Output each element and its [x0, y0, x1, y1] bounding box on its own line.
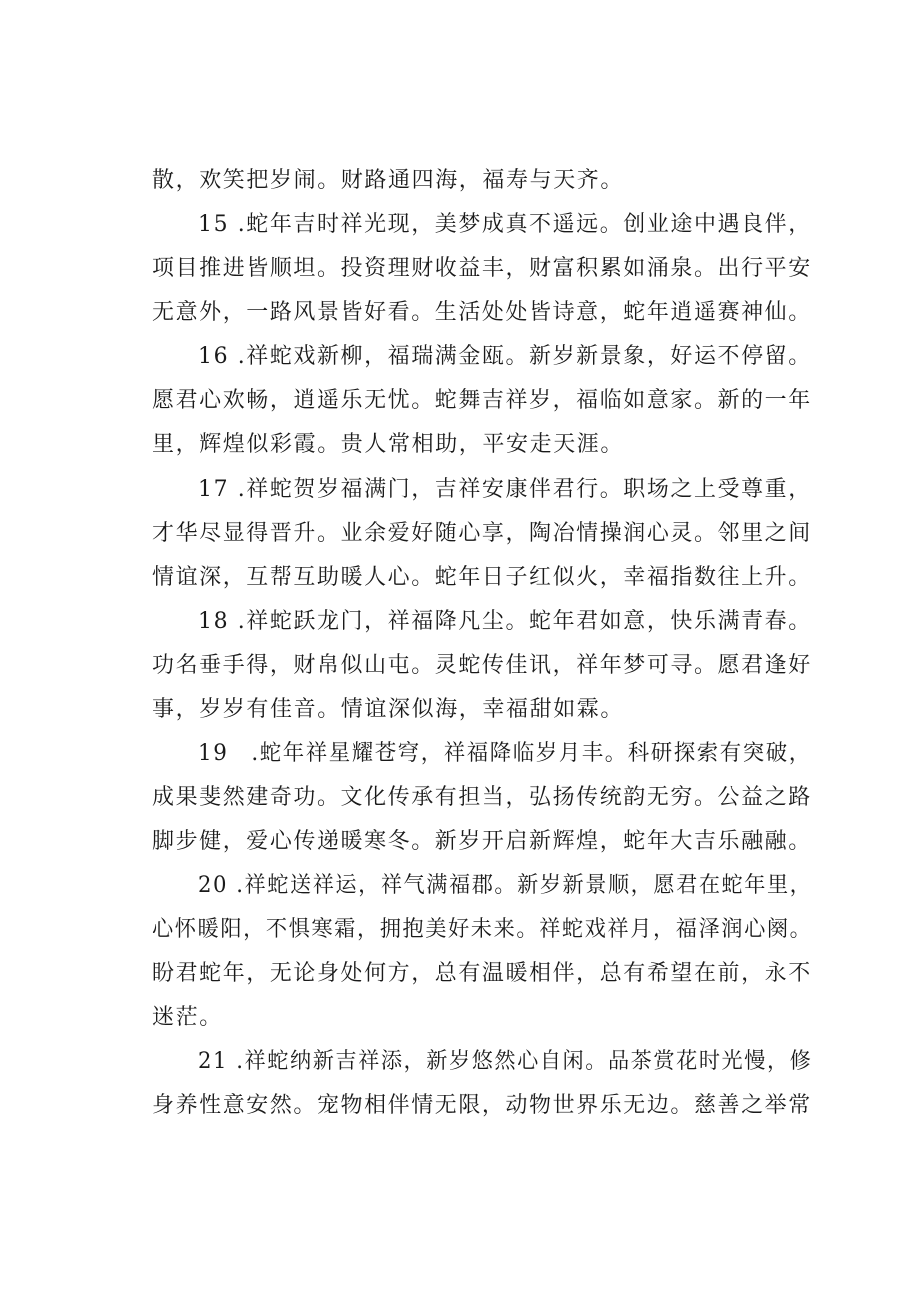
paragraph-line-item-15: 15 .蛇年吉时祥光现，美梦成真不遥远。创业途中遇良伴，: [198, 212, 812, 237]
paragraph-line-item-17: 17 .祥蛇贺岁福满门，吉祥安康伴君行。职场之上受尊重，: [198, 477, 812, 502]
paragraph-line: 心怀暖阳，不惧寒霜，拥抱美好未来。祥蛇戏祥月，福泽润心阕。: [152, 917, 813, 942]
paragraph-line: 盼君蛇年，无论身处何方，总有温暖相伴，总有希望在前，永不: [152, 961, 812, 986]
paragraph-line: 无意外，一路风景皆好看。生活处处皆诗意，蛇年逍遥赛神仙。: [152, 300, 812, 325]
paragraph-line: 迷茫。: [152, 1005, 223, 1030]
paragraph-line: 散，欢笑把岁闹。财路通四海，福寿与天齐。: [152, 168, 625, 193]
paragraph-line-item-16: 16 .祥蛇戏新柳，福瑞满金瓯。新岁新景象，好运不停留。: [198, 344, 812, 369]
paragraph-line: 才华尽显得晋升。业余爱好随心享，陶冶情操润心灵。邻里之间: [152, 521, 812, 546]
paragraph-line: 项目推进皆顺坦。投资理财收益丰，财富积累如涌泉。出行平安: [152, 256, 812, 281]
paragraph-line: 愿君心欢畅，逍遥乐无忧。蛇舞吉祥岁，福临如意家。新的一年: [152, 388, 812, 413]
paragraph-line: 身养性意安然。宠物相伴情无限，动物世界乐无边。慈善之举常: [152, 1093, 812, 1118]
paragraph-line: 脚步健，爱心传递暖寒冬。新岁开启新辉煌，蛇年大吉乐融融。: [152, 829, 812, 854]
paragraph-line-item-18: 18 .祥蛇跃龙门，祥福降凡尘。蛇年君如意，快乐满青春。: [198, 609, 812, 634]
paragraph-line: 事，岁岁有佳音。情谊深似海，幸福甜如霖。: [152, 697, 625, 722]
paragraph-line: 里，辉煌似彩霞。贵人常相助，平安走天涯。: [152, 432, 625, 457]
paragraph-line-item-19: 19 .蛇年祥星耀苍穹，祥福降临岁月丰。科研探索有突破，: [198, 741, 812, 766]
paragraph-line-item-20: 20 .祥蛇送祥运，祥气满福郡。新岁新景顺，愿君在蛇年里，: [198, 873, 813, 898]
paragraph-line-item-21: 21 .祥蛇纳新吉祥添，新岁悠然心自闲。品茶赏花时光慢，修: [198, 1049, 813, 1074]
paragraph-line: 情谊深，互帮互助暖人心。蛇年日子红似火，幸福指数往上升。: [152, 565, 812, 590]
paragraph-line: 功名垂手得，财帛似山屯。灵蛇传佳讯，祥年梦可寻。愿君逢好: [152, 653, 812, 678]
paragraph-line: 成果斐然建奇功。文化传承有担当，弘扬传统韵无穷。公益之路: [152, 785, 812, 810]
